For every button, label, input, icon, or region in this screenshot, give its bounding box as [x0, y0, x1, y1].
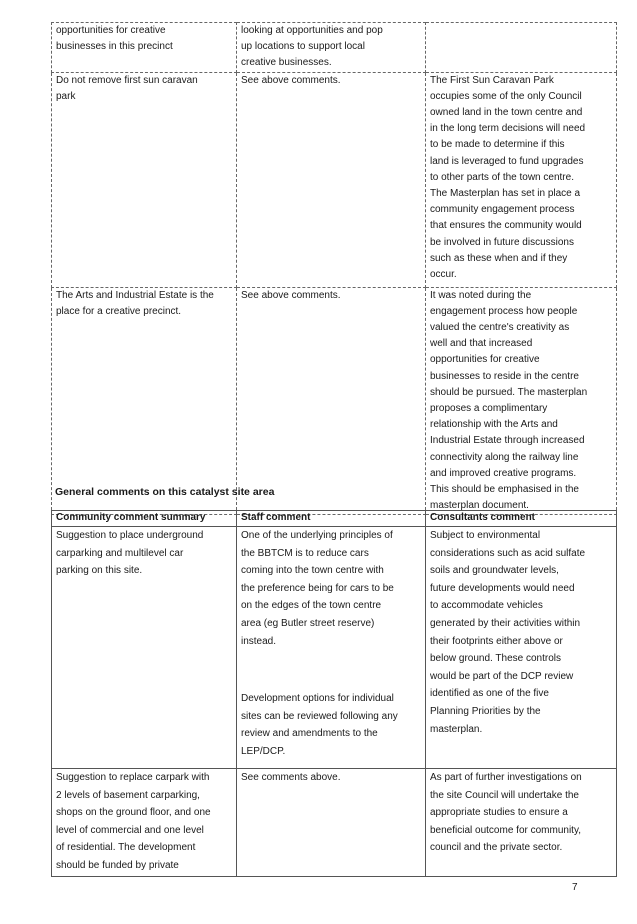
column-header-community: Community comment summary: [52, 511, 237, 527]
text-line: be involved in future discussions: [430, 236, 574, 248]
staff-comment-paragraph: [241, 527, 422, 650]
text-line: occur.: [430, 269, 457, 281]
table-row: [52, 23, 617, 73]
text-line: should be funded by private: [56, 859, 179, 871]
text-line: valued the centre's creativity as: [430, 322, 570, 334]
text-line: The First Sun Caravan Park: [430, 74, 554, 86]
text-line: opportunities for creative: [56, 25, 166, 36]
text-line: up locations to support local: [241, 41, 365, 53]
text-line: well and that increased: [430, 338, 533, 350]
consultant-comment-cell: [426, 287, 617, 515]
table-row: [52, 769, 617, 877]
text-line: that ensures the community would: [430, 220, 582, 232]
staff-comment-cell: [237, 72, 426, 287]
consultant-comment-cell: [426, 769, 617, 877]
text-line: to other parts of the town centre.: [430, 171, 574, 183]
text-line: See above comments.: [241, 289, 341, 301]
text-line: Suggestion to place underground: [56, 530, 204, 541]
text-line: instead.: [241, 635, 277, 647]
text-line: identified as one of the five: [430, 688, 549, 700]
text-line: 2 levels of basement carparking,: [56, 789, 200, 801]
text-line: LEP/DCP.: [241, 745, 286, 757]
general-comments-table: [51, 510, 617, 877]
column-header-consultants: Consultants comment: [426, 511, 617, 527]
text-line: of residential. The development: [56, 842, 196, 854]
text-line: would be part of the DCP review: [430, 670, 574, 682]
text-line: opportunities for creative: [430, 354, 540, 366]
text-line: The Arts and Industrial Estate is the: [56, 289, 214, 301]
text-line: carparking and multilevel car: [56, 547, 184, 559]
text-line: shops on the ground floor, and one: [56, 807, 211, 819]
continued-comments-table: [51, 22, 617, 515]
text-line: appropriate studies to ensure a: [430, 807, 568, 819]
table-row: [52, 287, 617, 515]
text-line: connectivity along the railway line: [430, 451, 579, 463]
text-line: businesses to reside in the centre: [430, 370, 579, 382]
text-line: on the edges of the town centre: [241, 600, 382, 612]
community-comment-cell: [52, 769, 237, 877]
text-line: masterplan document.: [430, 500, 529, 512]
text-line: and improved creative programs.: [430, 467, 577, 479]
table-row: [52, 72, 617, 287]
community-comment-cell: [52, 287, 237, 515]
text-line: the site Council will undertake the: [430, 789, 579, 801]
text-line: their footprints either above or: [430, 635, 563, 647]
staff-comment-cell: [237, 769, 426, 877]
staff-comment-cell: [237, 23, 426, 73]
text-line: to accommodate vehicles: [430, 600, 543, 612]
text-line: Development options for individual: [241, 693, 394, 705]
text-line: See above comments.: [241, 74, 341, 86]
text-line: in the long term decisions will need: [430, 123, 586, 135]
text-line: masterplan.: [430, 723, 483, 735]
text-line: the preference being for cars to be: [241, 582, 394, 594]
text-line: sites can be reviewed following any: [241, 710, 398, 722]
text-line: Subject to environmental: [430, 530, 541, 541]
staff-comment-cell: [237, 287, 426, 515]
consultant-comment-cell: [426, 72, 617, 287]
page-number: 7: [572, 882, 578, 893]
text-line: the BBTCM is to reduce cars: [241, 547, 369, 559]
community-comment-cell: [52, 527, 237, 769]
text-line: Industrial Estate through increased: [430, 435, 585, 447]
table-header-row: [52, 511, 617, 527]
text-line: creative businesses.: [241, 57, 332, 69]
text-line: review and amendments to the: [241, 728, 378, 740]
text-line: should be pursued. The masterplan: [430, 386, 588, 398]
text-line: owned land in the town centre and: [430, 107, 583, 119]
text-line: As part of further investigations on: [430, 772, 582, 783]
text-line: generated by their activities within: [430, 617, 581, 629]
text-line: businesses in this precinct: [56, 41, 173, 53]
text-line: park: [56, 90, 76, 102]
text-line: It was noted during the: [430, 289, 532, 301]
table-row: [52, 527, 617, 769]
text-line: future developments would need: [430, 582, 575, 594]
text-line: Planning Priorities by the: [430, 705, 541, 717]
text-line: This should be emphasised in the: [430, 484, 579, 496]
text-line: area (eg Butler street reserve): [241, 617, 375, 629]
text-line: The Masterplan has set in place a: [430, 188, 581, 200]
staff-comment-paragraph: [241, 690, 422, 760]
text-line: proposes a complimentary: [430, 403, 548, 415]
consultant-comment-cell: [426, 23, 617, 73]
text-line: below ground. These controls: [430, 653, 562, 665]
text-line: beneficial outcome for community,: [430, 824, 581, 836]
community-comment-cell: [52, 23, 237, 73]
text-line: considerations such as acid sulfate: [430, 547, 586, 559]
text-line: relationship with the Arts and: [430, 419, 558, 431]
text-line: parking on this site.: [56, 565, 143, 577]
text-line: Suggestion to replace carpark with: [56, 772, 210, 783]
text-line: looking at opportunities and pop: [241, 25, 383, 36]
text-line: level of commercial and one level: [56, 824, 204, 836]
section-heading: General comments on this catalyst site area: [55, 486, 275, 498]
text-line: land is leveraged to fund upgrades: [430, 155, 584, 167]
text-line: such as these when and if they: [430, 252, 568, 264]
text-line: occupies some of the only Council: [430, 90, 582, 102]
text-line: One of the underlying principles of: [241, 530, 393, 541]
text-line: community engagement process: [430, 204, 575, 216]
text-line: place for a creative precinct.: [56, 305, 182, 317]
text-line: soils and groundwater levels,: [430, 565, 559, 577]
column-header-staff: Staff comment: [237, 511, 426, 527]
text-line: council and the private sector.: [430, 842, 563, 854]
text-line: engagement process how people: [430, 305, 578, 317]
staff-comment-cell: [237, 527, 426, 769]
text-line: See comments above.: [241, 772, 341, 783]
consultant-comment-cell: [426, 527, 617, 769]
community-comment-cell: [52, 72, 237, 287]
text-line: Do not remove first sun caravan: [56, 74, 198, 86]
text-line: coming into the town centre with: [241, 565, 384, 577]
text-line: to be made to determine if this: [430, 139, 565, 151]
